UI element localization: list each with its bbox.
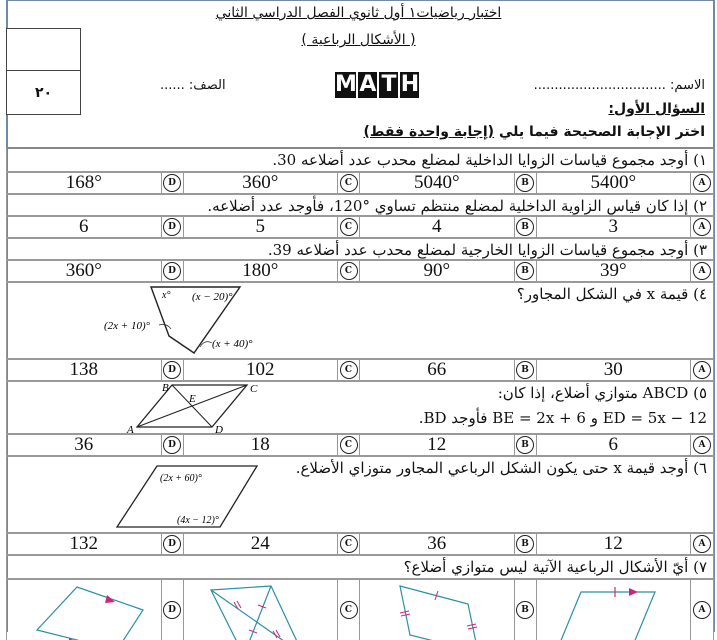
- question-text: ١) أوجد مجموع قياسات الزوايا الداخلية لمضلع محدب عدد أضلاعه 30.: [272, 151, 707, 169]
- option-a-badge: A: [693, 535, 711, 553]
- option-b[interactable]: [515, 173, 537, 193]
- option-a[interactable]: [691, 580, 713, 640]
- vertex-d: D: [215, 424, 223, 434]
- logo-letter-a: A: [359, 72, 376, 97]
- option-c-badge: C: [340, 174, 358, 192]
- answer-row-4: [6, 360, 714, 382]
- option-c-value[interactable]: 18: [184, 435, 339, 455]
- option-b-badge: B: [516, 218, 534, 236]
- instruction-text: اختر الإجابة الصحيحة فيما يلي: [494, 124, 705, 140]
- option-b[interactable]: [515, 435, 537, 455]
- option-a[interactable]: [691, 435, 713, 455]
- option-d[interactable]: [162, 534, 184, 554]
- option-c-value[interactable]: 102: [184, 360, 339, 380]
- option-c-badge: C: [340, 361, 358, 379]
- option-a-badge: A: [693, 218, 711, 236]
- option-c[interactable]: [338, 261, 360, 281]
- option-b-value[interactable]: 66: [360, 360, 515, 380]
- option-a-shape[interactable]: [537, 580, 692, 640]
- option-c-badge: C: [340, 601, 358, 619]
- option-c-value[interactable]: 360°: [184, 173, 339, 193]
- angle-label-x: x°: [162, 290, 171, 301]
- answer-row-6: [6, 534, 714, 556]
- option-b-value[interactable]: 12: [360, 435, 515, 455]
- option-d[interactable]: [162, 435, 184, 455]
- question-text-line-2: ED = 5x − 12 و BE = 2x + 6 فأوجد BD.: [418, 409, 707, 427]
- questions-table: [6, 147, 714, 640]
- option-a-value[interactable]: 39°: [537, 261, 692, 281]
- option-d-value[interactable]: 36: [7, 435, 162, 455]
- question-2: [6, 195, 714, 217]
- option-d[interactable]: [162, 261, 184, 281]
- vertex-a: A: [127, 424, 134, 434]
- angle-label-2x-plus-60: (2x + 60)°: [160, 473, 202, 484]
- option-b-badge: B: [516, 361, 534, 379]
- option-c-value[interactable]: 5: [184, 217, 339, 237]
- logo-letter-h: H: [400, 72, 419, 97]
- option-a-value[interactable]: 5400°: [537, 173, 692, 193]
- question-4: [6, 283, 714, 360]
- quadrilateral-c-icon: [186, 580, 334, 640]
- option-a-badge: A: [693, 601, 711, 619]
- option-a-badge: A: [693, 262, 711, 280]
- question-text: ٤) قيمة x في الشكل المجاور؟: [516, 285, 707, 303]
- option-b[interactable]: [515, 261, 537, 281]
- option-a-value[interactable]: 6: [537, 435, 692, 455]
- answer-row-2: [6, 217, 714, 239]
- question-7: [6, 556, 714, 580]
- option-c[interactable]: [338, 360, 360, 380]
- option-b-value[interactable]: 90°: [360, 261, 515, 281]
- option-d[interactable]: [162, 217, 184, 237]
- option-d-value[interactable]: 360°: [7, 261, 162, 281]
- option-d-badge: D: [163, 174, 181, 192]
- question-text: ٦) أوجد قيمة x حتى يكون الشكل الرباعي المجاور متوزاي الأضلاع.: [295, 459, 707, 477]
- option-c-badge: C: [340, 218, 358, 236]
- angle-label-x-minus-20: (x − 20)°: [192, 291, 233, 303]
- option-d[interactable]: [162, 580, 184, 640]
- option-c-badge: C: [340, 262, 358, 280]
- option-b[interactable]: [515, 580, 537, 640]
- question-1: [6, 149, 714, 173]
- answer-row-7: [6, 580, 714, 640]
- score-box-total: ٢٠: [6, 70, 81, 115]
- logo-letter-t: T: [379, 72, 398, 98]
- option-b[interactable]: [515, 360, 537, 380]
- option-b-shape[interactable]: [360, 580, 515, 640]
- option-d-badge: D: [163, 601, 181, 619]
- option-c[interactable]: [338, 173, 360, 193]
- quadrilateral-b-icon: [360, 580, 514, 640]
- option-c-value[interactable]: 24: [184, 534, 339, 554]
- option-a-value[interactable]: 3: [537, 217, 692, 237]
- vertex-c: C: [250, 383, 258, 395]
- parallelogram-abcd-figure: [117, 382, 277, 434]
- option-a-badge: A: [693, 174, 711, 192]
- option-c-badge: C: [340, 436, 358, 454]
- question-text: ٥) ABCD متوازي أضلاع، إذا كان:: [497, 384, 707, 402]
- question-text: ٧) أيّ الأشكال الرباعية الآتية ليس متوازي أضلاع؟: [403, 558, 707, 576]
- option-d-badge: D: [163, 436, 181, 454]
- option-c[interactable]: [338, 217, 360, 237]
- question-5: [6, 382, 714, 435]
- quadrilateral-a-icon: [543, 580, 684, 640]
- option-c[interactable]: [338, 534, 360, 554]
- option-b-badge: B: [516, 436, 534, 454]
- answer-row-3: [6, 261, 714, 283]
- instruction-emphasis: (إجابة واحدة فقط): [363, 124, 495, 140]
- math-logo: [335, 72, 419, 98]
- section-title: السؤال الأول:: [608, 101, 705, 117]
- vertex-e: E: [189, 393, 196, 405]
- option-b-badge: B: [516, 262, 534, 280]
- option-b-value[interactable]: 5040°: [360, 173, 515, 193]
- option-b[interactable]: [515, 534, 537, 554]
- question-6: [6, 457, 714, 534]
- score-box-earned: [6, 28, 81, 72]
- quadrilateral-d-icon: [7, 580, 161, 640]
- option-d-value[interactable]: 6: [7, 217, 162, 237]
- option-c[interactable]: [338, 580, 360, 640]
- angle-label-4x-minus-12: (4x − 12)°: [177, 515, 219, 526]
- option-a[interactable]: [691, 173, 713, 193]
- option-a[interactable]: [691, 534, 713, 554]
- option-d-badge: D: [163, 535, 181, 553]
- option-b-badge: B: [516, 174, 534, 192]
- option-d[interactable]: [162, 173, 184, 193]
- option-b-badge: B: [516, 535, 534, 553]
- option-c-value[interactable]: 180°: [184, 261, 339, 281]
- option-d-value[interactable]: 168°: [7, 173, 162, 193]
- option-a-badge: A: [693, 361, 711, 379]
- option-d-value[interactable]: 138: [7, 360, 162, 380]
- option-d-badge: D: [163, 218, 181, 236]
- angle-label-2x-plus-10: (2x + 10)°: [104, 320, 151, 332]
- question-text: ٢) إذا كان قياس الزاوية الداخلية لمضلع منتظم تساوي °120، فأوجد عدد أضلاعه.: [207, 197, 707, 215]
- option-c[interactable]: [338, 435, 360, 455]
- answer-row-1: [6, 173, 714, 195]
- class-field: الصف: ......: [160, 78, 226, 93]
- option-a-value[interactable]: 12: [537, 534, 692, 554]
- option-a[interactable]: [691, 261, 713, 281]
- option-d[interactable]: [162, 360, 184, 380]
- option-b-value[interactable]: 36: [360, 534, 515, 554]
- vertex-b: B: [162, 382, 169, 394]
- option-a-badge: A: [693, 436, 711, 454]
- angle-label-x-plus-40: (x + 40)°: [212, 338, 253, 350]
- exam-subtitle: ( الأشكال الرباعية ): [301, 32, 416, 48]
- exam-title: اختبار رياضيات١ أول ثانوي الفصل الدراسي الثاني: [215, 5, 502, 21]
- answer-row-5: [6, 435, 714, 457]
- option-a[interactable]: [691, 360, 713, 380]
- logo-letter-m: M: [335, 72, 356, 97]
- option-a-value[interactable]: 30: [537, 360, 692, 380]
- student-name-field: الاسم: ................................: [533, 78, 705, 93]
- instruction: [363, 124, 705, 140]
- option-b-value[interactable]: 4: [360, 217, 515, 237]
- question-text: ٣) أوجد مجموع قياسات الزوايا الخارجية لمضلع محدب عدد أضلاعه 39.: [267, 241, 707, 259]
- page-border-top: [6, 0, 715, 1]
- option-a[interactable]: [691, 217, 713, 237]
- parallelogram-angles-figure: [112, 459, 292, 531]
- question-3: [6, 239, 714, 261]
- option-d-shape[interactable]: [7, 580, 162, 640]
- option-d-badge: D: [163, 262, 181, 280]
- option-d-value[interactable]: 132: [7, 534, 162, 554]
- option-d-badge: D: [163, 361, 181, 379]
- quadrilateral-angles-figure: [67, 285, 267, 357]
- option-b-badge: B: [516, 601, 534, 619]
- option-c-shape[interactable]: [184, 580, 339, 640]
- option-b[interactable]: [515, 217, 537, 237]
- option-c-badge: C: [340, 535, 358, 553]
